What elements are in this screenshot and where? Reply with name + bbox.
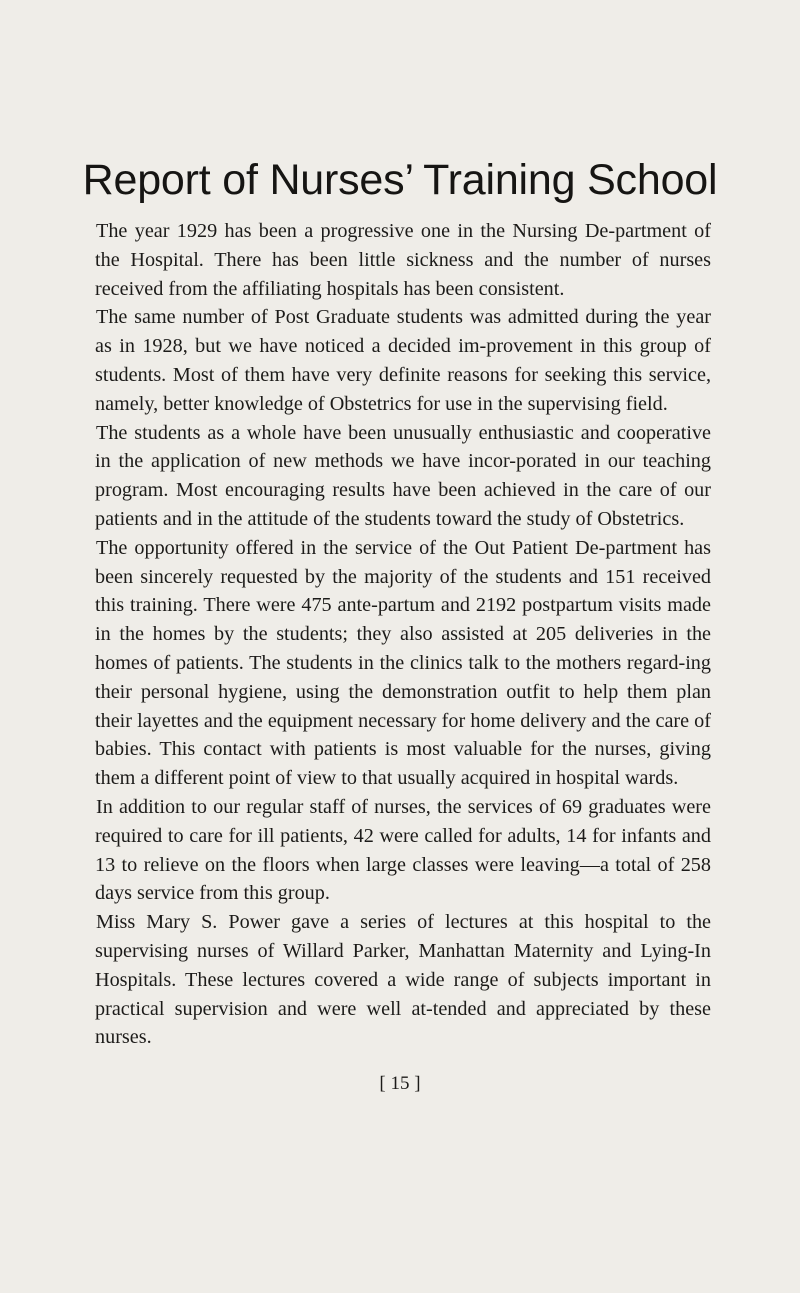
paragraph-out-patient-department: The opportunity offered in the service of the Out Patient De-partment has been sincerely requested by the majority of the students and 151 received this training. There were 475 ante-partum and 2192 postpartum visits made in the homes by the students; they also assisted at 205 deliveries in the homes of patients. The students in the clinics talk to the mothers regard-ing their personal hygiene, using the demonstration outfit to help them plan their layettes and the equipment necessary for home delivery and the care of babies. This contact with patients is most valuable for the nurses, giving them a different point of view to that usually acquired in hospital wards. xyxy=(95,536,711,790)
page-title: Report of Nurses’ Training School xyxy=(82,156,718,204)
paragraph-lectures: Miss Mary S. Power gave a series of lectures at this hospital to the supervising nurses of Willard Parker, Manhattan Maternity and Lying-In Hospitals. These lectures covered a wide range of subjects important in practical supervision and were well at-tended and appreciated by these nurses. xyxy=(95,911,711,1049)
paragraph-nursing-department: The year 1929 has been a progressive one in the Nursing De-partment of the Hospital. There has been little sickness and the number of nurses received from the affiliating hospitals has been consistent. xyxy=(95,220,711,300)
paragraph-post-graduate-students: The same number of Post Graduate students was admitted during the year as in 1928, but we have noticed a decided im-provement in this group of students. Most of them have very definite reasons for seeking this service, namely, better knowledge of Obstetrics for use in the supervising field. xyxy=(95,306,711,415)
paragraph-student-enthusiasm: The students as a whole have been unusually enthusiastic and cooperative in the application of new methods we have incor-porated in our teaching program. Most encouraging results have been achieved in the care of our patients and in the attitude of the students toward the study of Obstetrics. xyxy=(95,421,711,530)
report-body xyxy=(95,217,711,1052)
page-number: [ 15 ] xyxy=(379,1073,421,1094)
paragraph-graduate-staff: In addition to our regular staff of nurses, the services of 69 graduates were required to care for ill patients, 42 were called for adults, 14 for infants and 13 to relieve on the floors when large classes were leaving—a total of 258 days service from this group. xyxy=(95,795,711,905)
